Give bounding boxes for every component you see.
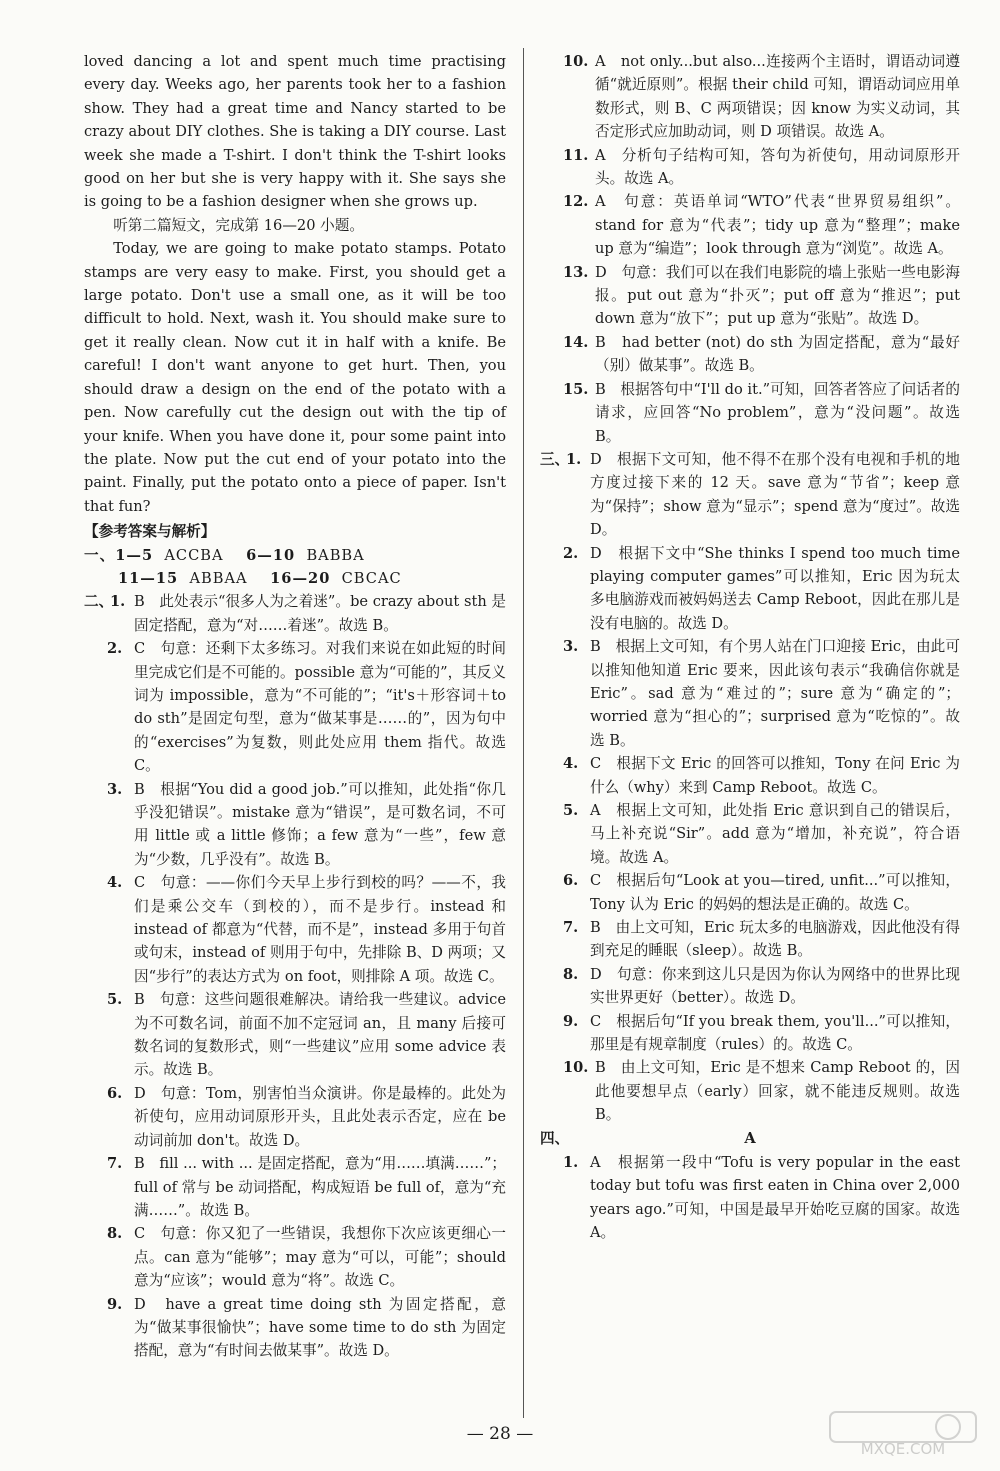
- section-3-item: [563, 635, 960, 752]
- item-number: 7.: [107, 1155, 123, 1173]
- item-explanation: D have a great time doing sth 为固定搭配，意为“做某事很愉快”；have some time to do sth 为固定搭配，意为“有时间去做某事”。故选 D。: [134, 1295, 506, 1360]
- section-4-subheading: A: [744, 1129, 756, 1147]
- section-3-item-1: [540, 448, 960, 542]
- item-explanation: B 根据答句中“I'll do it.”可知，回答者答应了问话者的请求，应回答“No problem”，意为“没问题”。故选 B。: [595, 380, 960, 445]
- section-2-item: [107, 778, 506, 872]
- section-3-item: [563, 799, 960, 869]
- section-2-item: [107, 1293, 506, 1363]
- item-number: 4.: [563, 755, 579, 773]
- section-2-label: 二、: [84, 593, 114, 611]
- answer-letters: BABBA: [306, 546, 365, 564]
- section-2-item: [563, 50, 960, 144]
- item-number: 9.: [107, 1295, 123, 1313]
- section-2-item: [107, 988, 506, 1082]
- item-explanation: D 句意：Tom，别害怕当众演讲。你是最棒的。此处为祈使句，应用动词原形开头，且此处表示否定，应在 be 动词前加 don't。故选 D。: [134, 1084, 506, 1149]
- answer-key-row-1: [84, 544, 506, 567]
- section-3-item: [563, 752, 960, 799]
- item-number: 4.: [107, 874, 123, 892]
- item-number: 10.: [563, 53, 589, 70]
- section-3-item: [563, 1010, 960, 1057]
- item-number: 6.: [107, 1084, 123, 1102]
- section-2-item: [563, 378, 960, 448]
- item-explanation: C 句意：还剩下太多练习。对我们来说在如此短的时间里完成它们是不可能的。possible 意为“可能的”，其反义词为 impossible，意为“不可能的”；“it's＋形容词＋to do sth”是固定句型，意为“做某事是……的”，因为句中的“exercises”为复数，则此处应用 them 指代。故选 C。: [134, 640, 506, 775]
- item-explanation: A 句意：英语单词“WTO”代表“世界贸易组织”。stand for 意为“代表”；tidy up 意为“整理”；make up 意为“编造”；look through 意为“浏览”。故选 A。: [595, 193, 960, 258]
- item-explanation: D 句意：你来到这儿只是因为你认为网络中的世界比现实世界更好（better）。故选 D。: [590, 965, 960, 1007]
- section-2-item: [107, 1152, 506, 1222]
- item-explanation: D 句意：我们可以在我们电影院的墙上张贴一些电影海报。put out 意为“扑灭”；put off 意为“推迟”；put down 意为“放下”；put up 意为“张贴”。故选 D。: [595, 263, 960, 328]
- item-explanation: A 根据第一段中“Tofu is very popular in the east today but tofu was first eaten in China over 2,000 years ago.”可知，中国是最早开始吃豆腐的国家。故选 A。: [590, 1153, 960, 1241]
- section-3-item: [563, 869, 960, 916]
- item-number: 6.: [563, 872, 579, 890]
- item-number: 1.: [563, 1153, 579, 1171]
- answer-range: 6—10: [246, 546, 296, 564]
- item-number: 1.: [566, 450, 582, 468]
- item-explanation: C 根据下文 Eric 的回答可以推知，Tony 在问 Eric 为什么（why）来到 Camp Reboot。故选 C。: [590, 755, 960, 796]
- answer-key-row-2: [84, 567, 506, 590]
- section-2-item: [563, 331, 960, 378]
- section-2-item: [107, 871, 506, 988]
- item-explanation: B had better (not) do sth 为固定搭配，意为“最好（别）做某事”。故选 B。: [595, 333, 960, 375]
- answer-range: 11—15: [118, 569, 179, 587]
- item-explanation: B fill ... with ... 是固定搭配，意为“用……填满……”；full of 常与 be 动词搭配，构成短语 be full of，意为“充满……”。故选 B。: [134, 1155, 506, 1219]
- item-explanation: A 根据上文可知，此处指 Eric 意识到自己的错误后，马上补充说“Sir”。add 意为“增加，补充说”，符合语境。故选 A。: [590, 802, 960, 866]
- item-explanation: B 由上文可知，Eric 是不想来 Camp Reboot 的，因此他要想早点（early）回家，就不能违反规则。故选 B。: [595, 1059, 960, 1124]
- section-3-label: 三、: [540, 450, 570, 468]
- item-number: 8.: [563, 965, 579, 983]
- section-2-item: [563, 261, 960, 331]
- item-number: 3.: [563, 638, 579, 656]
- item-explanation: C 句意：——你们今天早上步行到校的吗？——不，我们是乘公交车（到校的），而不是步行。instead 和 instead of 都意为“代替，而不是”，instead 多用于句首或句末，instead of 则用于句中，先排除 B、D 两项；又因“步行”的表达方式为 on foot，则排除 A 项。故选 C。: [134, 874, 506, 985]
- section-1-label: 一、: [84, 546, 116, 564]
- item-explanation: A 分析句子结构可知，答句为祈使句，用动词原形开头。故选 A。: [595, 146, 960, 188]
- section-2-item: [107, 1222, 506, 1292]
- page-number: — 28 —: [466, 1424, 534, 1444]
- answer-letters: ACCBA: [164, 546, 224, 564]
- item-explanation: B 此处表示“很多人为之着迷”。be crazy about sth 是固定搭配，意为“对……着迷”。故选 B。: [134, 593, 506, 634]
- left-column: [84, 50, 506, 1363]
- answer-letters: CBCAC: [341, 569, 402, 587]
- item-number: 9.: [563, 1012, 579, 1030]
- item-number: 13.: [563, 263, 589, 281]
- item-explanation: D 根据下文中“She thinks I spend too much time playing computer games”可以推知，Eric 因为玩太多电脑游戏而被妈妈送去 Camp Reboot，因此在那儿是没有电脑的。故选 D。: [590, 544, 960, 632]
- item-explanation: B 根据“You did a good job.”可以推知，此处指“你几乎没犯错误”。mistake 意为“错误”，是可数名词，不可用 little 或 a little 修饰；a few 意为“一些”，few 意为“少数，几乎没有”。故选 B。: [134, 780, 506, 868]
- item-number: 10.: [563, 1059, 589, 1077]
- section-4-header: [540, 1127, 960, 1151]
- watermark-logo: [828, 1410, 978, 1458]
- section-3-item: [563, 1056, 960, 1126]
- item-explanation: B 由上文可知，Eric 玩太多的电脑游戏，因此他没有得到充足的睡眠（sleep）。故选 B。: [590, 919, 960, 960]
- item-explanation: C 句意：你又犯了一些错误，我想你下次应该更细心一点。can 意为“能够”；may 意为“可以，可能”；should 意为“应该”；would 意为“将”。故选 C。: [134, 1225, 506, 1290]
- right-column: [540, 50, 960, 1244]
- item-number: 14.: [563, 333, 589, 351]
- section-2-item: [107, 1082, 506, 1152]
- item-number: 12.: [563, 193, 589, 211]
- item-number: 3.: [107, 780, 123, 798]
- item-number: 5.: [107, 991, 123, 1009]
- section-3-item: [563, 963, 960, 1010]
- item-explanation: B 句意：这些问题很难解决。请给我一些建议。advice 为不可数名词，前面不加不定冠词 an，且 many 后接可数名词的复数形式，则“一些建议”应用 some advice 表示。故选 B。: [134, 991, 506, 1079]
- item-explanation: C 根据后句“Look at you—tired, unfit...”可以推知，Tony 认为 Eric 的妈妈的想法是正确的。故选 C。: [590, 872, 960, 913]
- section-3-item: [563, 916, 960, 963]
- watermark-text: MXQE.COM: [860, 1440, 946, 1458]
- section-4-item: [563, 1151, 960, 1245]
- item-explanation: A not only...but also...连接两个主语时，谓语动词遵循“就近原则”。根据 their child 可知，谓语动词应用单数形式，则 B、C 两项错误；因 know 为实义动词，其否定形式应加助动词，则 D 项错误。故选 A。: [595, 53, 960, 141]
- section-2-item: [107, 637, 506, 777]
- item-number: 1.: [110, 593, 126, 611]
- column-divider: [523, 48, 524, 1418]
- answer-letters: ABBAA: [189, 569, 248, 587]
- item-number: 5.: [563, 802, 579, 819]
- item-number: 7.: [563, 919, 579, 937]
- item-explanation: C 根据后句“If you break them, you'll...”可以推知，那里是有规章制度（rules）的。故选 C。: [590, 1012, 960, 1054]
- answers-title: 【参考答案与解析】: [84, 523, 216, 541]
- section-3-item: [563, 542, 960, 636]
- item-number: 2.: [563, 544, 579, 562]
- item-number: 11.: [563, 146, 589, 164]
- section-2-item-1: [84, 590, 506, 637]
- section-4-label: 四、: [540, 1129, 570, 1147]
- item-explanation: D 根据下文可知，他不得不在那个没有电视和手机的地方度过接下来的 12 天。save 意为“节省”；keep 意为“保持”；show 意为“显示”；spend 意为“度过”。故选 D。: [590, 450, 960, 539]
- answer-range: 1—5: [115, 546, 154, 564]
- item-number: 2.: [107, 640, 123, 658]
- answer-range: 16—20: [270, 569, 331, 587]
- listening-passage-1: loved dancing a lot and spent much time practising every day. Weeks ago, her parents took her to a fashion show. They had a great time and Nancy started to be crazy about DIY clothes. She is taking a DIY course. Last week she made a T-shirt. I don't think the T-shirt looks good on her but she is very happy with it. She says she is going to be a fashion designer when she grows up.: [84, 53, 506, 211]
- passage-2-heading: 听第二篇短文，完成第 16—20 小题。: [113, 216, 364, 234]
- listening-passage-2: Today, we are going to make potato stamps. Potato stamps are very easy to make. First, you should get a large potato. Don't use a small one, as it will be too difficult to hold. Next, wash it. You should make sure to get it really clean. Now cut it in half with a knife. Be careful! I don't want anyone to get hurt. Then, you should draw a design on the end of the potato with a pen. Now carefully cut the design out with the tip of your knife. When you have done it, pour some paint into the plate. Now put the cut end of your potato into the paint. Finally, put the potato onto a piece of paper. Isn't that fun?: [84, 240, 506, 515]
- section-2-item: [563, 144, 960, 191]
- item-number: 8.: [107, 1225, 123, 1243]
- item-explanation: B 根据上文可知，有个男人站在门口迎接 Eric，由此可以推知他知道 Eric 要来，因此该句表示“我确信你就是 Eric”。sad 意为“难过的”；sure 意为“确定的”；worried 意为“担心的”；surprised 意为“吃惊的”。故选 B。: [590, 638, 960, 749]
- section-2-item: [563, 190, 960, 260]
- item-number: 15.: [563, 380, 589, 398]
